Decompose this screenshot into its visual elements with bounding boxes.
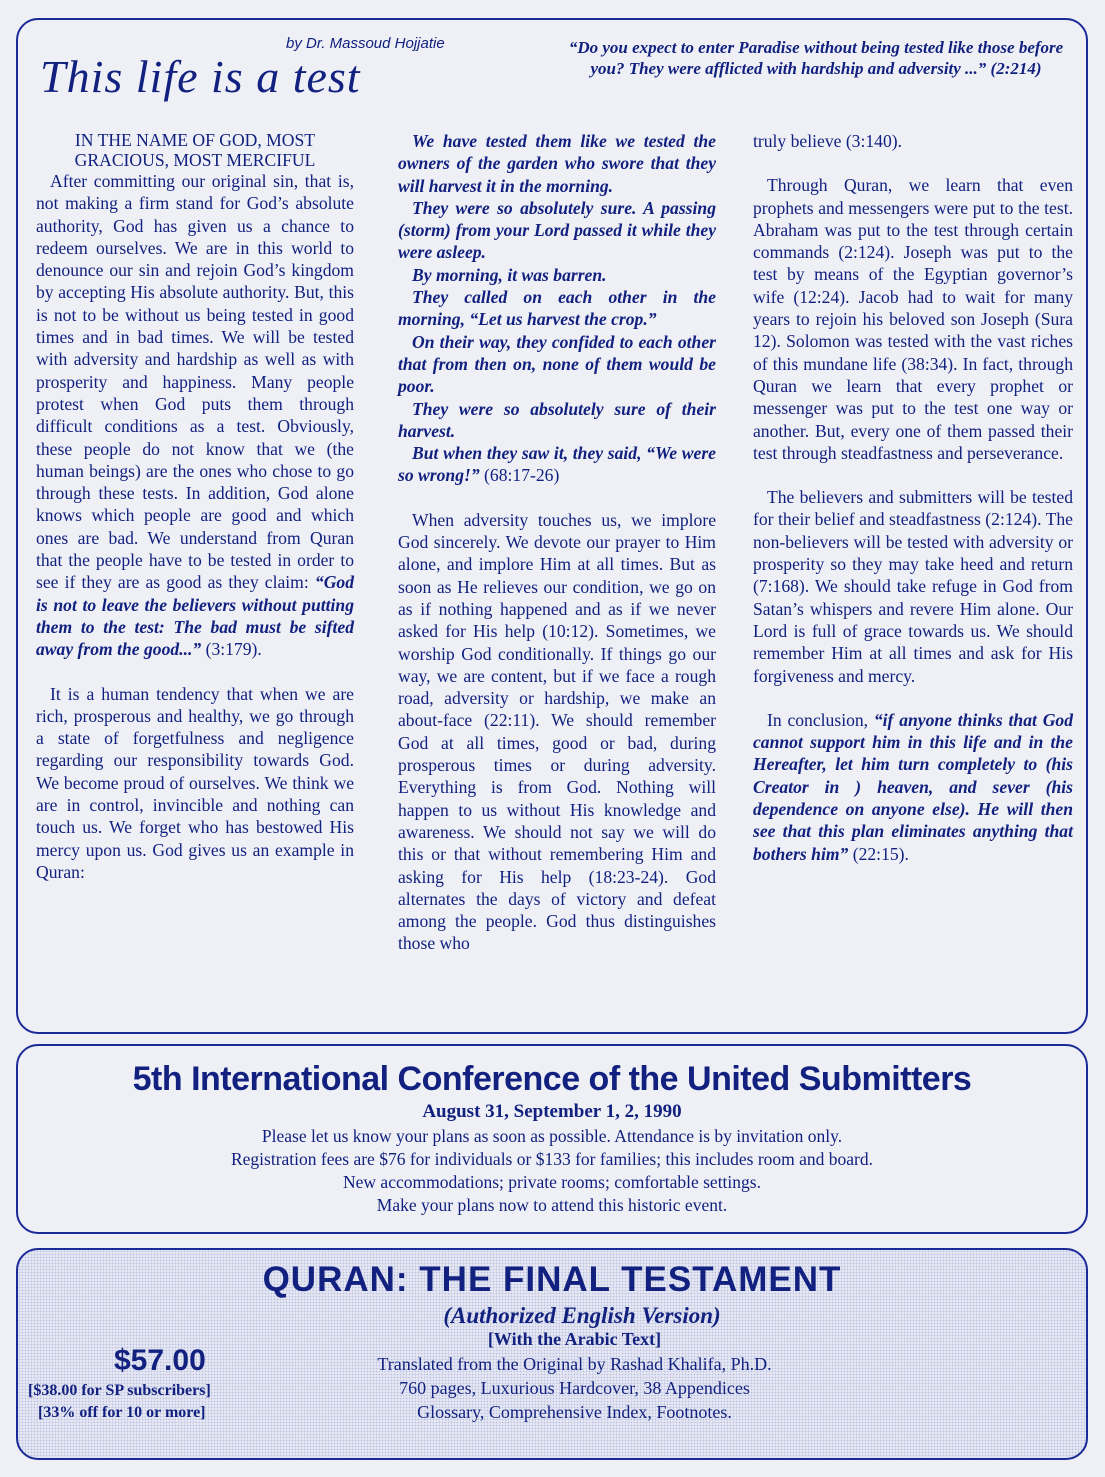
column-1 (36, 130, 354, 883)
paragraph (753, 709, 1073, 865)
verse-line: We have tested them like we tested the owners of the garden who swore that they will harvest it in the morning. (398, 131, 716, 196)
book-info-line: Glossary, Comprehensive Index, Footnotes. (417, 1402, 732, 1422)
column-2 (398, 130, 716, 955)
verse-line: They called on each other in the morning, “Let us harvest the crop.” (398, 287, 716, 330)
price: $57.00 (114, 1344, 206, 1377)
verse-reference: (68:17-26) (479, 465, 560, 486)
book-info-line: 760 pages, Luxurious Hardcover, 38 Appendices (399, 1378, 750, 1398)
byline: by Dr. Massoud Hojjatie (286, 35, 445, 52)
verse-line: By morning, it was barren. (412, 264, 607, 285)
paragraph: The believers and submitters will be tested for their belief and steadfastness (2:124). The non-believers will be tested with adversity or prosperity so they may take heed and return (7:168). We should take refuge in God from Satan’s whispers and revere Him alone. Our Lord is full of grace towards us. We should remember Him at all times and ask for His forgiveness and mercy. (753, 487, 1073, 686)
quote-text: “if anyone thinks that God cannot support him in this life and in the Hereafter, let him turn completely to (his Creator in ) heaven, and sever (his dependence on anyone else). He will then see that this plan eliminates anything that bothers him” (753, 709, 1073, 864)
verse-line: They were so absolutely sure. A passing (storm) from your Lord passed it while they were asleep. (398, 197, 716, 263)
book-title: QURAN: THE FINAL TESTAMENT (262, 1260, 842, 1299)
conference-box (16, 1044, 1088, 1234)
paragraph: It is a human tendency that when we are rich, prosperous and healthy, we go through a state of forgetfulness and negligence regarding our responsibility towards God. We become proud of ourselves. We think we are in control, invincible and nothing can touch us. We forget who has bestowed His mercy upon us. God gives us an example in Quran: (36, 683, 354, 882)
verse-line: They were so absolutely sure of their harvest. (398, 398, 716, 441)
conference-dates: August 31, September 1, 2, 1990 (422, 1101, 682, 1122)
article-title: This life is a test (40, 51, 361, 102)
price-note: [33% off for 10 or more] (38, 1404, 206, 1421)
conference-info-line: Make your plans now to attend this historic event. (376, 1195, 728, 1215)
verse-text: But when they saw it, they said, “We were so wrong!” (398, 443, 716, 486)
paragraph-text: After committing our original sin, that is, not making a firm stand for God’s absolute authority, God has given us a chance to redeem ourselves. We are in this world to denounce our sin and rejoin God’s kingdom by accepting His absolute authority. But, this is not to be without us being tested in good times and in bad times. We will be tested with adversity and hardship as well as with prosperity and happiness. Many people protest when God puts them through difficult conditions as a test. Obviously, these people do not know that we (the human beings) are the ones who chose to go through these tests. In addition, God alone knows which people are good and which ones are bad. We understand from Quran that the people have to be tested in order to see if they are as good as they claim: (36, 171, 354, 593)
arabic-note: [With the Arabic Text] (487, 1329, 662, 1349)
verse-reference: (3:179). (201, 639, 262, 660)
quran-ad-box (16, 1248, 1088, 1460)
paragraph: When adversity touches us, we implore God sincerely. We devote our prayer to Him alone, and implore Him at all times. But as soon as He relieves our condition, we go on as if nothing happened and as if we never asked for His help (10:12). Sometimes, we worship God conditionally. If things go our way, we are content, but if we face a rough road, adversity or hardship, we make an about-face (22:11). We should remember God at all times, good or bad, during prosperous times or during adversity. Everything is from God. Nothing will happen to us without His knowledge and awareness. We should not say we will do this or that without remembering Him and asking for His help (18:23-24). God alternates the days of victory and defeat among the people. God thus distinguishes those who (398, 509, 716, 954)
paragraph-continuation: truly believe (3:140). (753, 131, 903, 151)
book-info-line: Translated from the Original by Rashad Khalifa, Ph.D. (377, 1354, 772, 1374)
conference-info-line: Registration fees are $76 for individuals or $133 for families; this includes room and board. (230, 1149, 873, 1169)
conference-title: 5th International Conference of the United Submitters (132, 1060, 972, 1098)
conference-info-line: New accommodations; private rooms; comfortable settings. (343, 1172, 761, 1192)
conference-info-line: Please let us know your plans as soon as possible. Attendance is by invitation only. (261, 1126, 843, 1146)
article-box (16, 18, 1088, 1034)
epigraph-quote: “Do you expect to enter Paradise without being tested like those before you? They were afflicted with hardship and adversity ...” (2:214) (568, 38, 1064, 78)
book-subtitle: (Authorized English Version) (443, 1303, 721, 1328)
verse-reference: (22:15). (848, 843, 909, 864)
quote-text: “God is not to leave the believers without putting them to the test: The bad must be sifted away from the good...” (36, 572, 354, 660)
price-note: [$38.00 for SP subscribers] (28, 1382, 211, 1399)
bismillah-heading: IN THE NAME OF GOD, MOST GRACIOUS, MOST MERCIFUL (74, 130, 316, 170)
paragraph (36, 170, 354, 661)
paragraph-text: In conclusion, (767, 709, 874, 730)
column-3 (753, 130, 1073, 865)
paragraph: Through Quran, we learn that even prophets and messengers were put to the test. Abraham was put to the test through certain commands (2:124). Joseph was put to the test by means of the Egyptian governor’s wife (12:24). Jacob had to wait for many years to rejoin his beloved son Joseph (Sura 12). Solomon was tested with the vast riches of this mundane life (38:34). In fact, through Quran we learn that every prophet or messenger was put to the test one way or another. But, every one of them passed their test through steadfastness and perseverance. (753, 175, 1073, 463)
verse-line: On their way, they confided to each other that from then on, none of them would be poor. (398, 331, 716, 397)
verse-line (398, 442, 716, 487)
